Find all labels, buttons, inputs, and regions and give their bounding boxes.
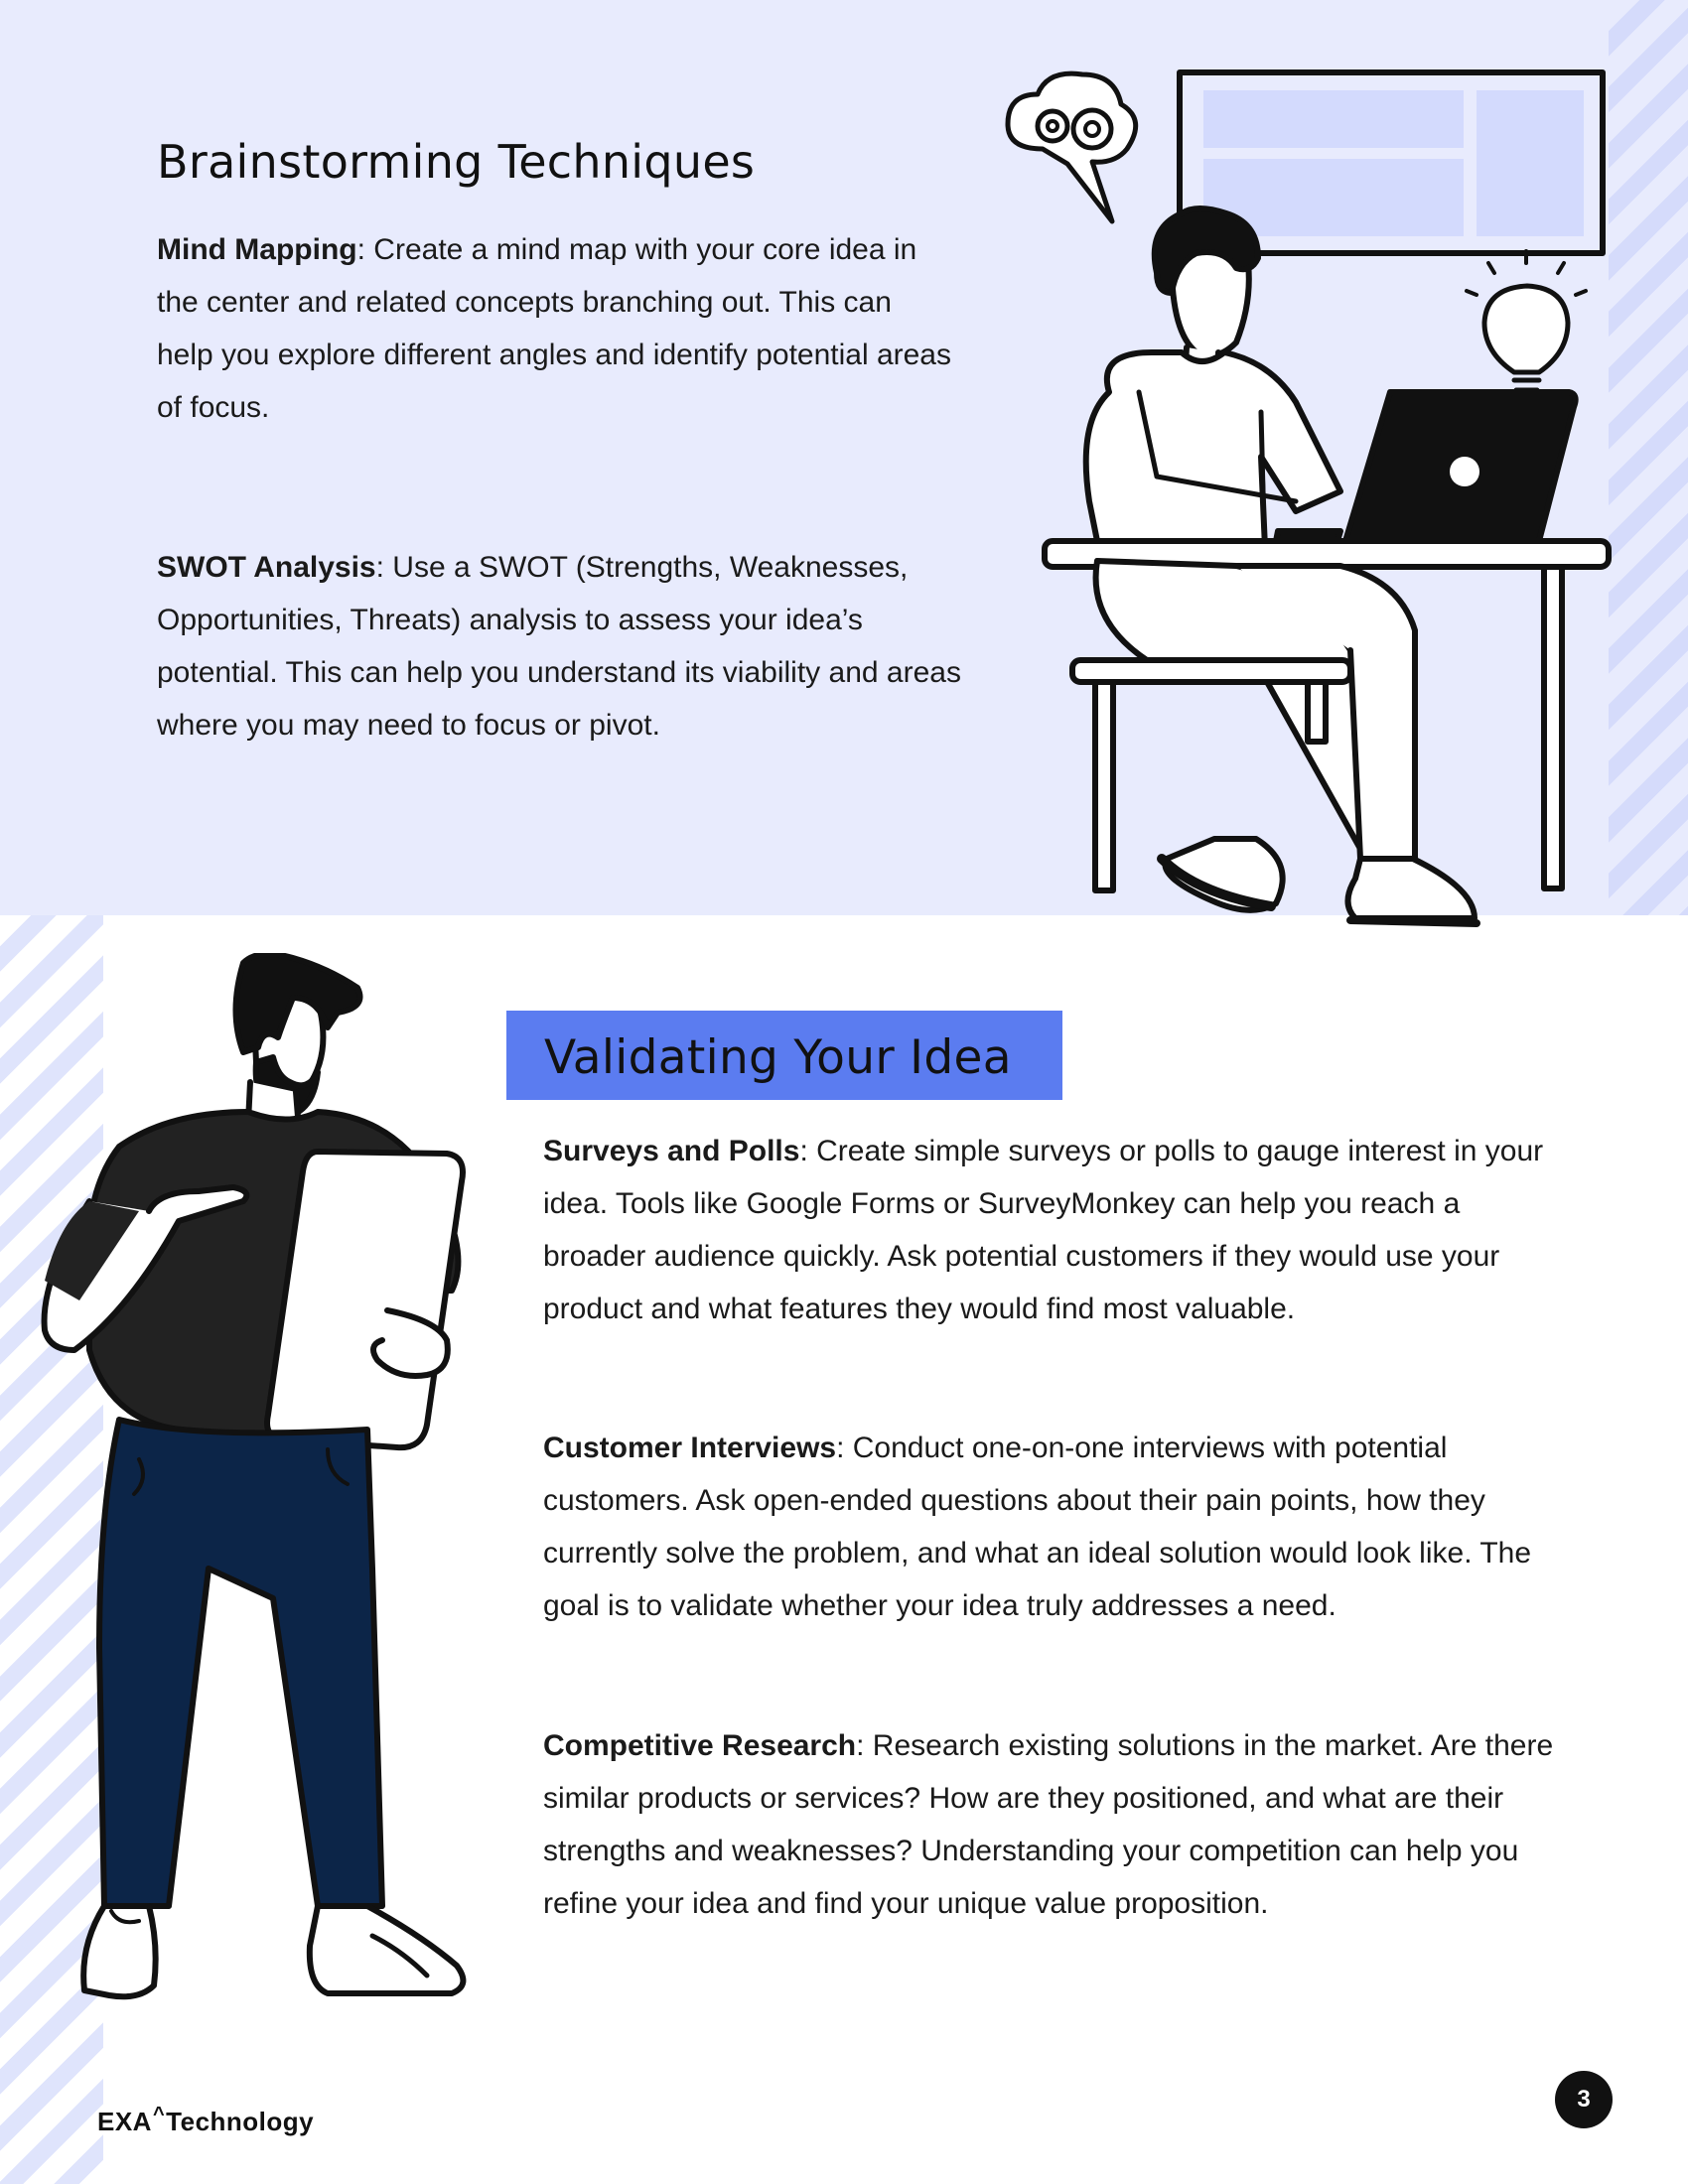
interviews-label: Customer Interviews: [543, 1432, 837, 1464]
surveys-label: Surveys and Polls: [543, 1135, 800, 1167]
man-with-tablet-illustration: [30, 953, 496, 2075]
page-number-badge: 3: [1555, 2071, 1613, 2128]
swot-text: : Use a SWOT (Strengths, Weaknesses, Opportunities, Threats) analysis to assess your idea’s potential. This can help you understand its viability and areas where you may need to focus or pivot.: [157, 551, 961, 742]
mind-mapping-text: : Create a mind map with your core idea in the center and related concepts branching out. This can help you explore different angles and identify potential areas of focus.: [157, 233, 951, 424]
swot-label: SWOT Analysis: [157, 551, 376, 584]
surveys-text: : Create simple surveys or polls to gauge interest in your idea. Tools like Google Forms or SurveyMonkey can help you reach a broader audience quickly. Ask potential customers if they would use your product and what features they would find most valuable.: [543, 1135, 1544, 1325]
competitive-text: : Research existing solutions in the market. Are there similar products or services? How are they positioned, and what are their strengths and weaknesses? Understanding your competition can help you refine your idea and find your unique value proposition.: [543, 1729, 1554, 1920]
brainstorming-title: Brainstorming Techniques: [157, 135, 756, 189]
competitive-label: Competitive Research: [543, 1729, 857, 1762]
interviews-paragraph: [543, 1422, 1556, 1632]
mind-mapping-paragraph: [157, 223, 951, 434]
competitive-paragraph: [543, 1719, 1556, 1930]
mind-mapping-label: Mind Mapping: [157, 233, 357, 266]
validating-title: Validating Your Idea: [544, 1030, 1012, 1085]
gears-thought-icon: [1008, 73, 1136, 221]
lightbulb-icon: [1467, 251, 1586, 390]
surveys-paragraph: [543, 1125, 1556, 1335]
interviews-text: : Conduct one-on-one interviews with potential customers. Ask open-ended questions about their pain points, how they currently solve the problem, and what an ideal solution would look like. The goal is to validate whether your idea truly addresses a need.: [543, 1432, 1532, 1622]
person-at-desk-illustration: [998, 65, 1633, 948]
exa-technology-logo: EXA^Technology: [97, 2104, 315, 2136]
swot-paragraph: [157, 541, 971, 751]
